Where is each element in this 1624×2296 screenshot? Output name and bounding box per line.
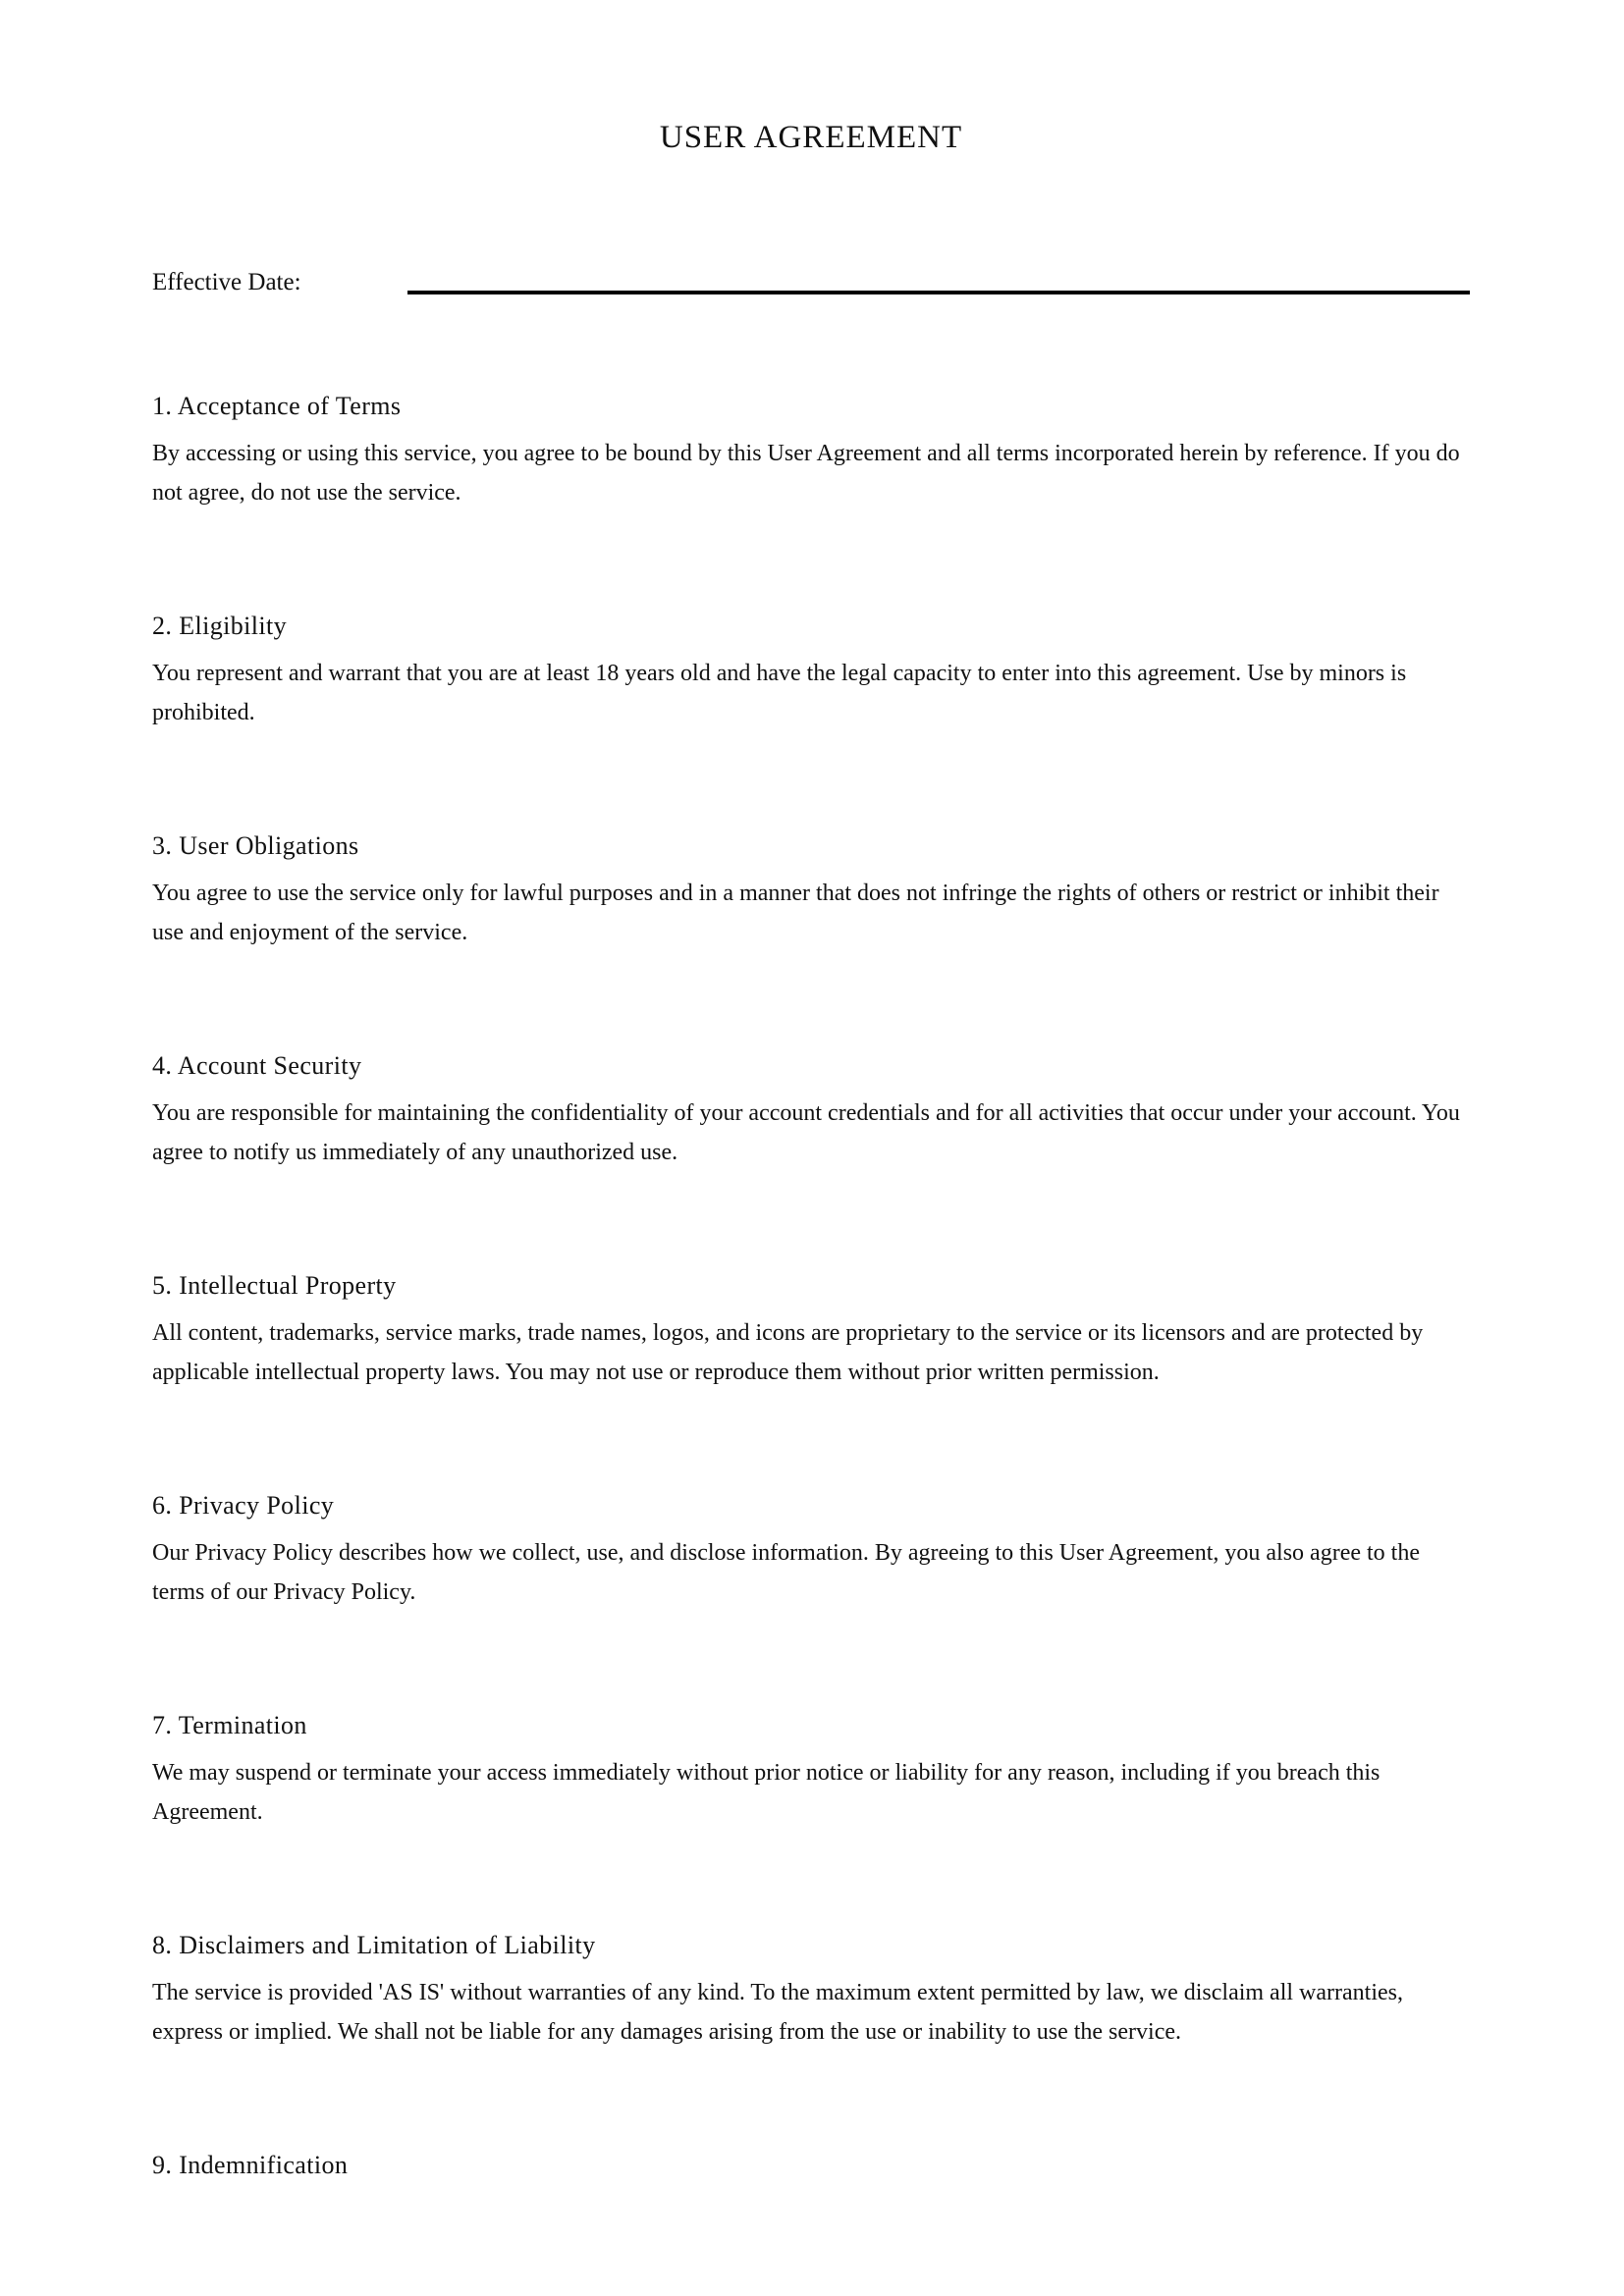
section-heading: 5. Intellectual Property <box>152 1271 397 1300</box>
section <box>152 1706 1470 1832</box>
section-heading: 8. Disclaimers and Limitation of Liability <box>152 1931 596 1959</box>
section-heading: 1. Acceptance of Terms <box>152 392 402 420</box>
section-paragraph: The service is provided 'AS IS' without warranties of any kind. To the maximum extent permitted by law, we disclaim all warranties, express or implied. We shall not be liable for any damages arising from the use or inability to use the service. <box>152 1980 1403 2045</box>
section <box>152 1486 1470 1612</box>
section-paragraph: You are responsible for maintaining the confidentiality of your account credentials and for all activities that occur under your account. You agree to notify us immediately of any unauthorized use. <box>152 1100 1460 1165</box>
section <box>152 387 1470 512</box>
section-paragraph: Our Privacy Policy describes how we collect, use, and disclose information. By agreeing to this User Agreement, you also agree to the terms of our Privacy Policy. <box>152 1540 1420 1605</box>
section-heading: 4. Account Security <box>152 1051 362 1080</box>
section-paragraph: We may suspend or terminate your access immediately without prior notice or liability for any reason, including if you breach this Agreement. <box>152 1760 1380 1825</box>
section-heading: 7. Termination <box>152 1711 307 1739</box>
section-paragraph: All content, trademarks, service marks, trade names, logos, and icons are proprietary to the service or its licensors and are protected by applicable intellectual property laws. You may not use or reproduce them without prior written permission. <box>152 1320 1424 1385</box>
section <box>152 1046 1470 1172</box>
effective-date-label: Effective Date: <box>152 269 301 295</box>
effective-date-row <box>152 257 1470 300</box>
section-paragraph: You represent and warrant that you are at least 18 years old and have the legal capacity to enter into this agreement. Use by minors is prohibited. <box>152 661 1407 725</box>
section <box>152 607 1470 732</box>
section-heading: 9. Indemnification <box>152 2151 349 2179</box>
effective-date-blank-line <box>407 291 1470 294</box>
section-heading: 2. Eligibility <box>152 612 288 640</box>
section-heading: 3. User Obligations <box>152 831 359 860</box>
section <box>152 2146 1470 2185</box>
section <box>152 827 1470 952</box>
section-paragraph: You agree to use the service only for lawful purposes and in a manner that does not infringe the rights of others or restrict or inhibit their use and enjoyment of the service. <box>152 881 1439 945</box>
section-paragraph: By accessing or using this service, you agree to be bound by this User Agreement and all terms incorporated herein by reference. If you do not agree, do not use the service. <box>152 441 1460 506</box>
sections-container <box>152 387 1470 2185</box>
section <box>152 1266 1470 1392</box>
section <box>152 1926 1470 2052</box>
document-title: USER AGREEMENT <box>659 120 963 155</box>
section-heading: 6. Privacy Policy <box>152 1491 335 1520</box>
